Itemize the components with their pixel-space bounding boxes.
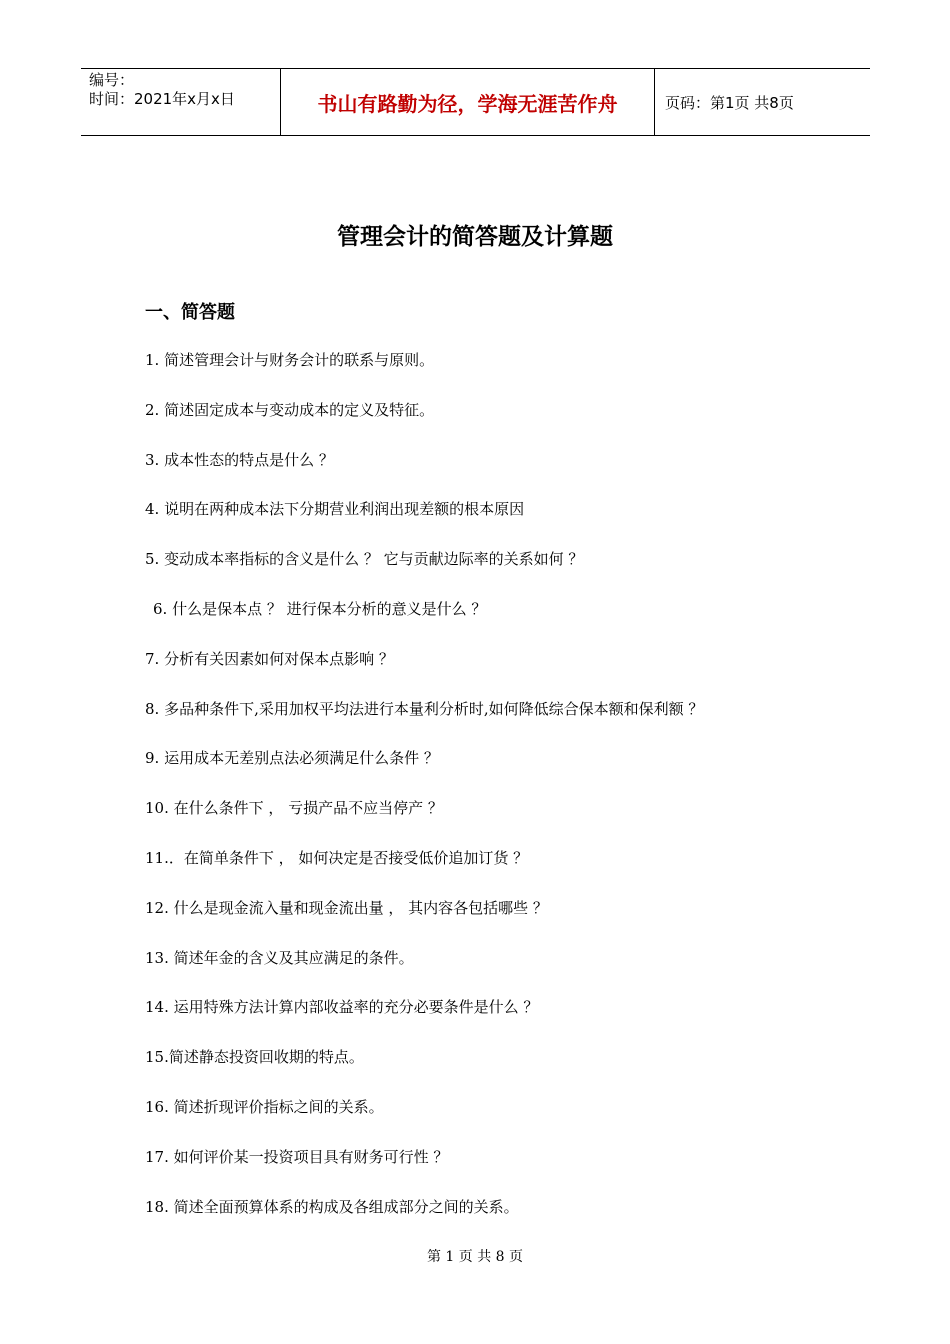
question-item: 10. 在什么条件下 ， 亏损产品不应当停产 ？ [145,799,443,818]
question-item: 6. 什么是保本点 ？ 进行保本分析的意义是什么 ？ [153,599,487,618]
question-item: 9. 运用成本无差别点法必须满足什么条件 ？ [145,749,439,768]
question-item: 14. 运用特殊方法计算内部收益率的充分必要条件是什么 ？ [145,998,539,1017]
section-heading: 一、简答题 [145,302,235,323]
page-footer: 第 1 页 共 8 页 [426,1249,524,1265]
question-item: 15.简述静态投资回收期的特点。 [145,1048,364,1067]
question-item: 3. 成本性态的特点是什么 ？ [145,450,334,469]
header-motto: 书山有路勤为径，学海无涯苦作舟 [281,69,655,135]
question-item: 8. 多品种条件下,采用加权平均法进行本量利分析时,如何降低综合保本额和保利额 ？ [145,699,704,718]
question-list [145,348,845,1244]
question-item: 7. 分析有关因素如何对保本点影响 ？ [145,649,394,668]
document-number-label: 编号： [89,71,135,89]
question-item: 11.．在简单条件下 ， 如何决定是否接受低价追加订货 ？ [145,848,529,867]
question-item: 18. 简述全面预算体系的构成及各组成部分之间的关系。 [145,1197,519,1216]
question-item: 16. 简述折现评价指标之间的关系。 [145,1097,384,1116]
document-time-label: 时间：2021年x月x日 [89,90,235,108]
question-item: 1. 简述管理会计与财务会计的联系与原则。 [145,351,435,369]
header-page-info: 页码：第1页 共8页 [665,93,794,112]
document-title: 管理会计的简答题及计算题 [337,224,613,250]
question-item: 12. 什么是现金流入量和现金流出量 ， 其内容各包括哪些 ？ [145,898,548,917]
question-item: 4. 说明在两种成本法下分期营业利润出现差额的根本原因 [145,500,525,519]
header-left-cell [81,69,281,135]
question-item: 2. 简述固定成本与变动成本的定义及特征。 [145,400,435,419]
header-table [81,68,870,136]
question-item: 5. 变动成本率指标的含义是什么 ？ 它与贡献边际率的关系如何 ？ [145,550,584,569]
question-item: 13. 简述年金的含义及其应满足的条件。 [145,948,414,967]
question-item: 17. 如何评价某一投资项目具有财务可行性 ？ [145,1147,449,1166]
